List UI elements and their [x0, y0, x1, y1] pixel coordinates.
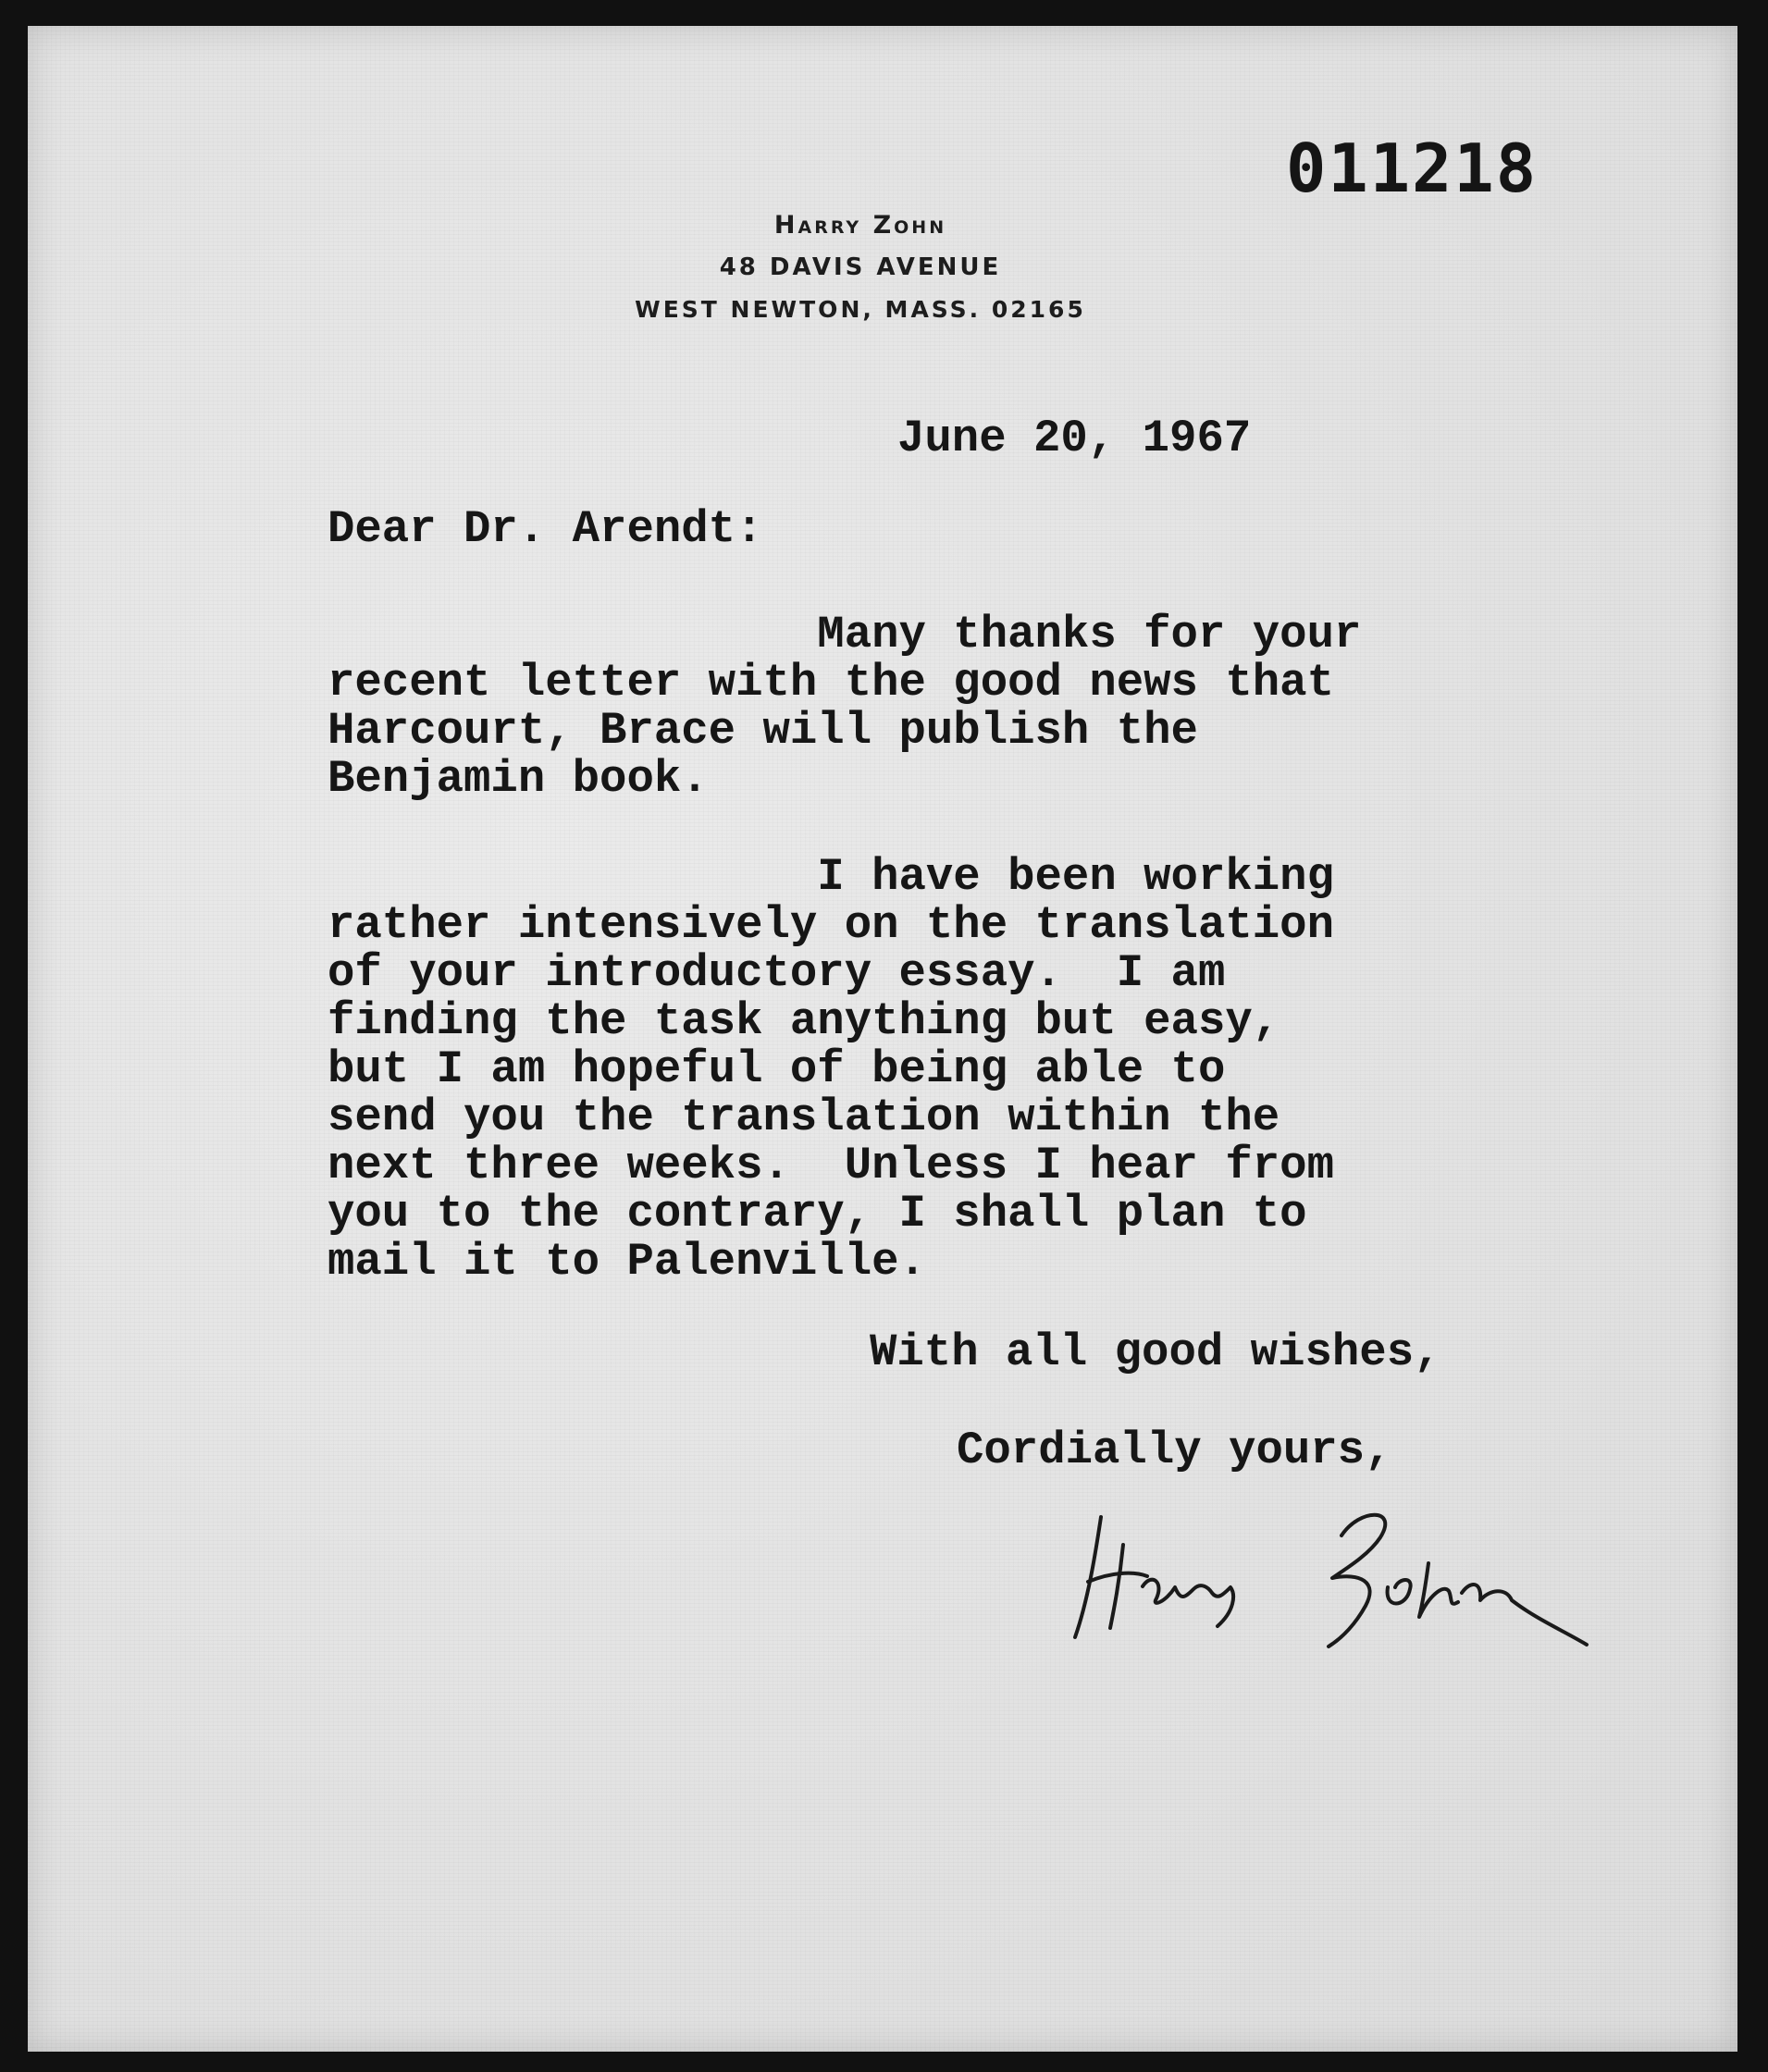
salutation: Dear Dr. Arendt:: [328, 503, 763, 555]
body-paragraph-1: Many thanks for your recent letter with the good news that Harcourt, Brace will publish the Benjamin book.: [328, 609, 1362, 805]
letterhead-name: Harry Zohn: [773, 211, 947, 240]
archive-reference-number: 011218: [1286, 130, 1539, 207]
handwritten-signature: [1055, 1498, 1591, 1665]
body-paragraph-2: I have been working rather intensively on the translation of your introductory essay. I am finding the task anything but easy, but I am hopeful of being able to send you the translation within the next three weeks. Unless I hear from you to the contrary, I shall plan to mail it to Palenville.: [328, 851, 1334, 1288]
letterhead-street: 48 DAVIS AVENUE: [719, 253, 1002, 281]
signoff: Cordially yours,: [957, 1424, 1392, 1476]
closing-line: With all good wishes,: [870, 1326, 1441, 1378]
letterhead-city: WEST NEWTON, MASS. 02165: [635, 296, 1086, 323]
letter-date: June 20, 1967: [897, 413, 1252, 464]
